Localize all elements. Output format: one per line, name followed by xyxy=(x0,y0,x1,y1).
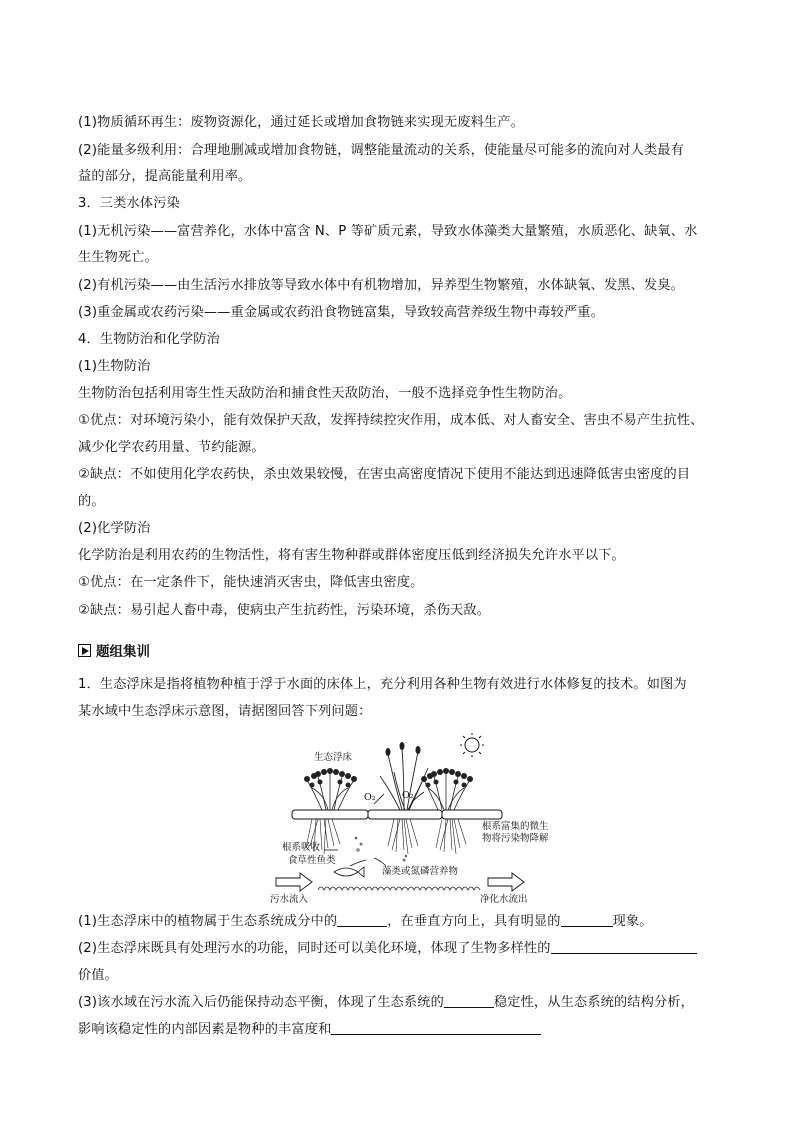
floating-bed-diagram xyxy=(262,732,552,904)
text-line: 化学防治是利用农药的生物活性，将有害生物种群或群体密度压低到经济损失允许水平以下。 xyxy=(78,548,625,563)
sun-icon xyxy=(460,733,484,757)
fish-icon xyxy=(334,867,364,877)
text-line: (2)能量多级利用：合理地删减或增加食物链，调整能量流动的关系，使能量尽可能多的流向对人类最有 xyxy=(78,143,684,158)
text-line: 生物防治包括利用寄生性天敌防治和捕食性天敌防治，一般不选择竞争性生物防治。 xyxy=(78,386,572,401)
floating-bed-board xyxy=(292,810,502,819)
question-stem: 1．生态浮床是指将植物种植于浮于水面的床体上，充分利用各种生物有效进行水体修复的技术。如图为 xyxy=(78,677,687,692)
text-line: ①优点：在一定条件下，能快速消灭害虫，降低害虫密度。 xyxy=(78,575,424,590)
label-outflow: 净化水流出 xyxy=(480,894,528,904)
text-line: 益的部分，提高能量利用率。 xyxy=(78,169,252,184)
text-line: (2)有机污染——由生活污水排放等导致水体中有机物增加，异养型生物繁殖，水体缺氧、发黑、发臭。 xyxy=(78,278,684,293)
sub-question-3 xyxy=(78,993,718,1013)
sub-question-text: 影响该稳定性的内部因素是物种的丰富度和 xyxy=(78,1022,332,1037)
label-algae-nutrients: 藻类或氮磷营养物 xyxy=(382,866,459,877)
arrow-fish xyxy=(350,860,366,866)
text-line: ①优点：对环境污染小，能有效保护天敌，发挥持续控灾作用，成本低、对人畜安全、害虫不易产生抗性、 xyxy=(78,413,704,428)
text-line: (1)无机污染——富营养化，水体中富含 N、P 等矿质元素，导致水体藻类大量繁殖，水质恶化、缺氧、水 xyxy=(78,224,698,239)
sub-question-text: 现象。 xyxy=(612,914,653,929)
sub-question-3-cont xyxy=(78,1020,718,1040)
sub-question-2 xyxy=(78,939,718,959)
label-microbes-line1: 根系富集的微生 xyxy=(482,821,549,832)
arrow-algae xyxy=(374,858,386,866)
sub-question-1 xyxy=(78,912,718,932)
answer-blank[interactable] xyxy=(331,1020,541,1035)
answer-blank[interactable] xyxy=(337,912,387,927)
bubbles xyxy=(355,837,407,861)
question-stem: 某水域中生态浮床示意图，请据图回答下列问题： xyxy=(78,704,372,719)
plant-left-leaves xyxy=(304,768,357,788)
plant-right xyxy=(424,774,470,810)
water-ripples xyxy=(318,887,480,890)
play-triangle-icon xyxy=(78,644,91,657)
outflow-arrow-icon xyxy=(488,873,524,891)
label-inflow: 污水流入 xyxy=(270,894,309,904)
sub-question-text: 稳定性，从生态系统的结构分析， xyxy=(493,995,694,1010)
sub-question-text: ，在垂直方向上，具有明显的 xyxy=(387,914,561,929)
sub-question-2-cont: 价值。 xyxy=(78,968,119,983)
text-line: 生生物死亡。 xyxy=(78,250,159,265)
text-line: (3)重金属或农药污染——重金属或农药沿食物链富集，导致较高营养级生物中毒较严重。 xyxy=(78,305,604,320)
plant-middle-flowers xyxy=(386,742,421,756)
label-floating-bed: 生态浮床 xyxy=(314,752,353,763)
label-o2-left: O₂ xyxy=(364,792,376,803)
label-herbivorous-fish: 食草性鱼类 xyxy=(288,855,336,866)
sub-question-text: (3)该水域在污水流入后仍能保持动态平衡，体现了生态系统的 xyxy=(78,995,444,1010)
text-line: (1)物质循环再生：废物资源化，通过延长或增加食物链来实现无废料生产。 xyxy=(78,115,524,130)
answer-blank[interactable] xyxy=(551,939,697,954)
text-line: 的。 xyxy=(78,494,105,509)
plant-left xyxy=(307,774,354,810)
section-header xyxy=(78,640,150,660)
heading-pest-control: 4．生物防治和化学防治 xyxy=(78,332,220,347)
subheading-bio-control: (1)生物防治 xyxy=(78,359,151,374)
text-line: ②缺点：不如使用化学农药快，杀虫效果较慢，在害虫高密度情况下使用不能达到迅速降低害虫密度的目 xyxy=(78,467,691,482)
arrow-o2-right xyxy=(412,792,424,802)
subheading-chem-control: (2)化学防治 xyxy=(78,521,151,536)
roots xyxy=(306,819,466,854)
inflow-arrow-icon xyxy=(276,873,312,891)
heading-water-pollution: 3．三类水体污染 xyxy=(78,196,180,211)
label-microbes-line2: 物将污染物降解 xyxy=(482,833,549,844)
answer-blank[interactable] xyxy=(561,912,613,927)
answer-blank[interactable] xyxy=(444,993,494,1008)
plant-right-leaves xyxy=(421,768,473,788)
sub-question-text: (1)生态浮床中的植物属于生态系统成分中的 xyxy=(78,914,338,929)
text-line: 减少化学农药用量、节约能源。 xyxy=(78,440,265,455)
text-line: ②缺点：易引起人畜中毒，使病虫产生抗药性，污染环境，杀伤天敌。 xyxy=(78,603,491,618)
sub-question-text: (2)生态浮床既具有处理污水的功能，同时还可以美化环境，体现了生物多样性的 xyxy=(78,941,551,956)
section-title: 题组集训 xyxy=(96,644,150,660)
label-root-absorb: 根系吸收 xyxy=(282,842,321,853)
label-o2-right: O₂ xyxy=(402,790,414,801)
